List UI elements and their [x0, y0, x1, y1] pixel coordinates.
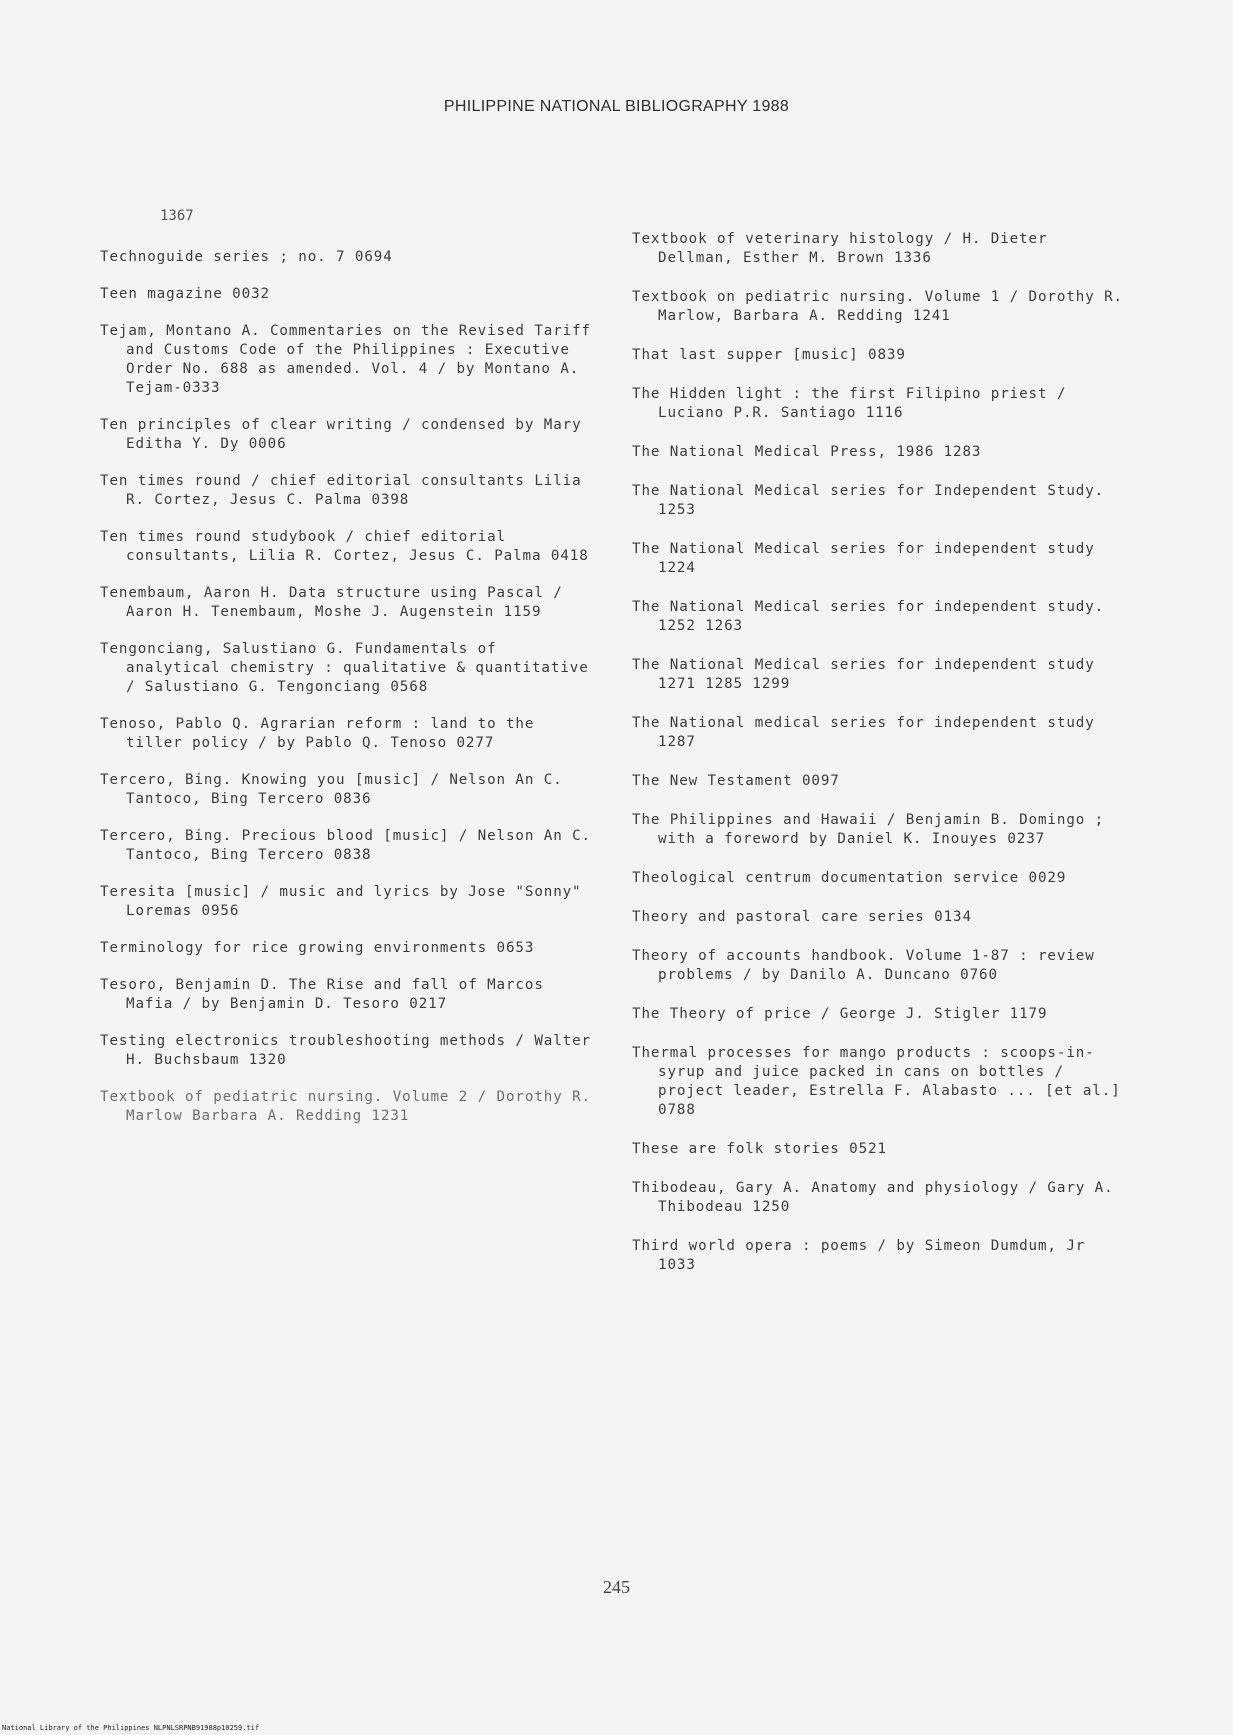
bibliography-entry: Tesoro, Benjamin D. The Rise and fall of Marcos Mafia / by Benjamin D. Tesoro 0217 [100, 977, 554, 1012]
page-marker: 1367 [160, 208, 194, 224]
bibliography-entry: Tenembaum, Aaron H. Data structure using Pascal / Aaron H. Tenembaum, Moshe J. Augenstein 1159 [100, 585, 573, 620]
bibliography-entry: Tercero, Bing. Knowing you [music] / Nelson An C. Tantoco, Bing Tercero 0836 [100, 772, 573, 807]
bibliography-entry: Theory of accounts handbook. Volume 1-87 : review problems / by Danilo A. Duncano 0760 [632, 948, 1105, 983]
bibliography-entry: Third world opera : poems / by Simeon Dumdum, Jr 1033 [632, 1238, 1095, 1273]
bibliography-entry: The National Medical series for Independent Study. 1253 [632, 483, 1114, 518]
bibliography-entry: The National medical series for independent study 1287 [632, 715, 1105, 750]
bibliography-entry: Thibodeau, Gary A. Anatomy and physiology / Gary A. Thibodeau 1250 [632, 1180, 1123, 1215]
bibliography-entry: That last supper [music] 0839 [632, 347, 906, 363]
bibliography-entry: Ten times round studybook / chief editorial consultants, Lilia R. Cortez, Jesus C. Palma 0418 [100, 529, 589, 564]
bibliography-entry: Tercero, Bing. Precious blood [music] / Nelson An C. Tantoco, Bing Tercero 0838 [100, 828, 601, 863]
bibliography-entry: Textbook of veterinary histology / H. Dieter Dellman, Esther M. Brown 1336 [632, 231, 1057, 266]
scan-footer-note: National Library of the Philippines NLPNLSRPNB91988p10259.tif [2, 1724, 260, 1732]
bibliography-entry: The New Testament 0097 [632, 773, 840, 789]
bibliography-entry: The National Medical Press, 1986 1283 [632, 444, 982, 460]
page-number: 245 [603, 1577, 630, 1597]
bibliography-entry: Tejam, Montano A. Commentaries on the Revised Tariff and Customs Code of the Philippines : Executive Order No. 688 as amended. Vol. 4 / by Montano A. Tejam-0333 [100, 323, 601, 396]
bibliography-entry: Thermal processes for mango products : scoops-in-syrup and juice packed in cans on bottles / project leader, Estrella F. Alabasto ... [et al.] 0788 [632, 1045, 1131, 1118]
bibliography-entry: The Philippines and Hawaii / Benjamin B. Domingo ; with a foreword by Daniel K. Inouyes 0237 [632, 812, 1114, 847]
bibliography-entry: Ten principles of clear writing / condensed by Mary Editha Y. Dy 0006 [100, 417, 591, 452]
bibliography-entry: The Theory of price / George J. Stigler 1179 [632, 1006, 1048, 1022]
bibliography-entry: Technoguide series ; no. 7 0694 [100, 249, 393, 265]
bibliography-entry: Textbook of pediatric nursing. Volume 2 / Dorothy R. Marlow Barbara A. Redding 1231 [100, 1089, 601, 1124]
bibliography-entry: The National Medical series for independent study. 1252 1263 [632, 599, 1114, 634]
bibliography-entry: Terminology for rice growing environments 0653 [100, 940, 535, 956]
bibliography-entry: The National Medical series for independent study 1271 1285 1299 [632, 657, 1105, 692]
left-column [100, 248, 600, 1144]
bibliography-entry: The Hidden light : the first Filipino priest / Luciano P.R. Santiago 1116 [632, 386, 1076, 421]
bibliography-entry: Ten times round / chief editorial consultants Lilia R. Cortez, Jesus C. Palma 0398 [100, 473, 591, 508]
bibliography-entry: Tengonciang, Salustiano G. Fundamentals of analytical chemistry : qualitative & quantitative / Salustiano G. Tengonciang 0568 [100, 641, 599, 695]
bibliography-entry: These are folk stories 0521 [632, 1141, 887, 1157]
bibliography-entry: Teresita [music] / music and lyrics by Jose "Sonny" Loremas 0956 [100, 884, 591, 919]
right-column [632, 230, 1132, 1295]
bibliography-entry: Theory and pastoral care series 0134 [632, 909, 972, 925]
page-title: PHILIPPINE NATIONAL BIBLIOGRAPHY 1988 [443, 98, 790, 115]
bibliography-entry: Teen magazine 0032 [100, 286, 270, 302]
bibliography-entry: Tenoso, Pablo Q. Agrarian reform : land to the tiller policy / by Pablo Q. Tenoso 0277 [100, 716, 544, 751]
bibliography-entry: The National Medical series for independent study 1224 [632, 541, 1105, 576]
bibliography-entry: Textbook on pediatric nursing. Volume 1 / Dorothy R. Marlow, Barbara A. Redding 1241 [632, 289, 1133, 324]
bibliography-entry: Theological centrum documentation service 0029 [632, 870, 1067, 886]
bibliography-entry: Testing electronics troubleshooting methods / Walter H. Buchsbaum 1320 [100, 1033, 601, 1068]
